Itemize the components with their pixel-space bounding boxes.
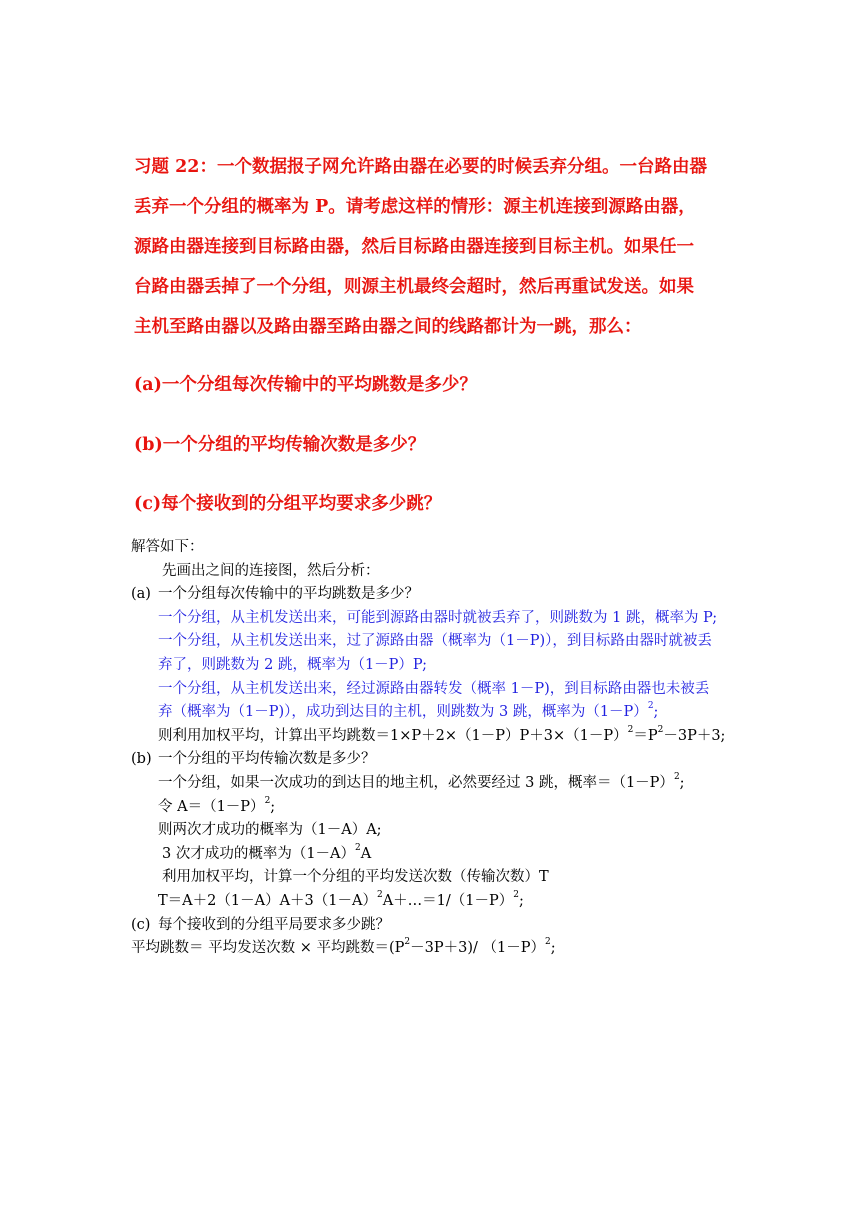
part-c-label: (c) [131, 916, 151, 933]
question-line: 丢弃一个分组的概率为 P。请考虑这样的情形：源主机连接到源路由器， [134, 197, 696, 217]
question-part-a: (a)一个分组每次传输中的平均跳数是多少？ [134, 375, 477, 395]
part-b-question [131, 748, 751, 772]
part-b-question-text: 一个分组的平均传输次数是多少？ [158, 751, 376, 768]
part-a-result [131, 725, 751, 749]
question-line: 习题 22：一个数据报子网允许路由器在必要的时候丢弃分组。一台路由器 [134, 157, 707, 177]
part-b-line-2 [131, 796, 751, 820]
question-statement [134, 147, 744, 347]
part-c-line [131, 937, 751, 961]
text-run: T＝A＋2（1－A）A＋3（1－A） [158, 892, 377, 909]
superscript: 2 [513, 890, 520, 901]
text-run: －3P＋3; [663, 727, 726, 744]
text-run: A [360, 845, 372, 862]
text-run: ; [519, 892, 524, 909]
text-run: ＝P [633, 727, 658, 744]
superscript: 2 [673, 772, 680, 783]
part-a-case-3: 一个分组，从主机发送出来，经过源路由器转发（概率 1－P)，到目标路由器也未被丢 [158, 680, 710, 697]
superscript: 2 [647, 701, 654, 712]
text-run: 一个分组，如果一次成功的到达目的地主机，必然要经过 3 跳，概率＝（1－P） [158, 774, 674, 791]
superscript: 2 [627, 724, 634, 735]
text-run: ; [270, 798, 276, 815]
superscript: 2 [657, 724, 664, 735]
part-c-question-text: 每个接收到的分组平局要求多少跳？ [158, 916, 390, 933]
superscript: 2 [376, 890, 383, 901]
question-part-b: (b)一个分组的平均传输次数是多少？ [134, 435, 426, 455]
text-run: 3 次才成功的概率为（1－A） [162, 845, 356, 862]
part-a-label: (a) [131, 586, 151, 603]
part-b-line-5: 利用加权平均，计算一个分组的平均发送次数（传输次数）T [162, 869, 549, 886]
part-c-question [131, 914, 751, 938]
part-b-line-1 [131, 772, 751, 796]
question-part-c: (c)每个接收到的分组平均要求多少跳？ [134, 494, 442, 514]
part-a-question [131, 583, 751, 607]
text-run: 令 A＝（1－P） [158, 798, 265, 815]
answer-intro: 先画出之间的连接图，然后分析： [162, 562, 380, 579]
part-a-case-2: 一个分组，从主机发送出来，过了源路由器（概率为（1－P)），到目标路由器时就被丢 [158, 633, 712, 650]
text-run: －3P＋3)/ （1－P） [410, 940, 545, 957]
answer-heading: 解答如下： [131, 539, 204, 555]
part-b-line-6 [131, 890, 751, 914]
part-b-line-4 [131, 843, 751, 867]
question-line: 台路由器丢掉了一个分组，则源主机最终会超时，然后再重试发送。如果 [134, 277, 694, 297]
text-run: 弃（概率为（1－P)），成功到达目的主机，则跳数为 3 跳，概率为（1－P） [158, 704, 648, 721]
part-a-case-2-cont: 弃了，则跳数为 2 跳，概率为（1－P）P; [158, 656, 428, 673]
superscript: 2 [264, 795, 271, 806]
text-run: ; [679, 774, 685, 791]
superscript: 2 [544, 937, 551, 948]
superscript: 2 [355, 842, 361, 853]
text-run: A＋…＝1/（1－P） [382, 892, 514, 909]
part-b-label: (b) [131, 751, 152, 768]
part-b-line-3: 则两次才成功的概率为（1－A）A; [158, 822, 382, 839]
part-a-question-text: 一个分组每次传输中的平均跳数是多少？ [158, 586, 419, 603]
superscript: 2 [404, 937, 411, 948]
part-a-case-3-cont [131, 701, 751, 725]
part-a-case-1: 一个分组，从主机发送出来，可能到源路由器时就被丢弃了，则跳数为 1 跳，概率为 P; [158, 609, 718, 626]
answer-section [131, 536, 751, 961]
text-run: 则利用加权平均，计算出平均跳数＝1×P＋2×（1－P）P＋3×（1－P） [158, 727, 628, 744]
question-line: 源路由器连接到目标路由器，然后目标路由器连接到目标主机。如果任一 [134, 237, 694, 257]
text-run: ; [550, 940, 556, 957]
text-run: 平均跳数＝ 平均发送次数 × 平均跳数＝(P [131, 940, 405, 957]
text-run: ; [653, 704, 659, 721]
question-line: 主机至路由器以及路由器至路由器之间的线路都计为一跳，那么： [134, 317, 642, 337]
